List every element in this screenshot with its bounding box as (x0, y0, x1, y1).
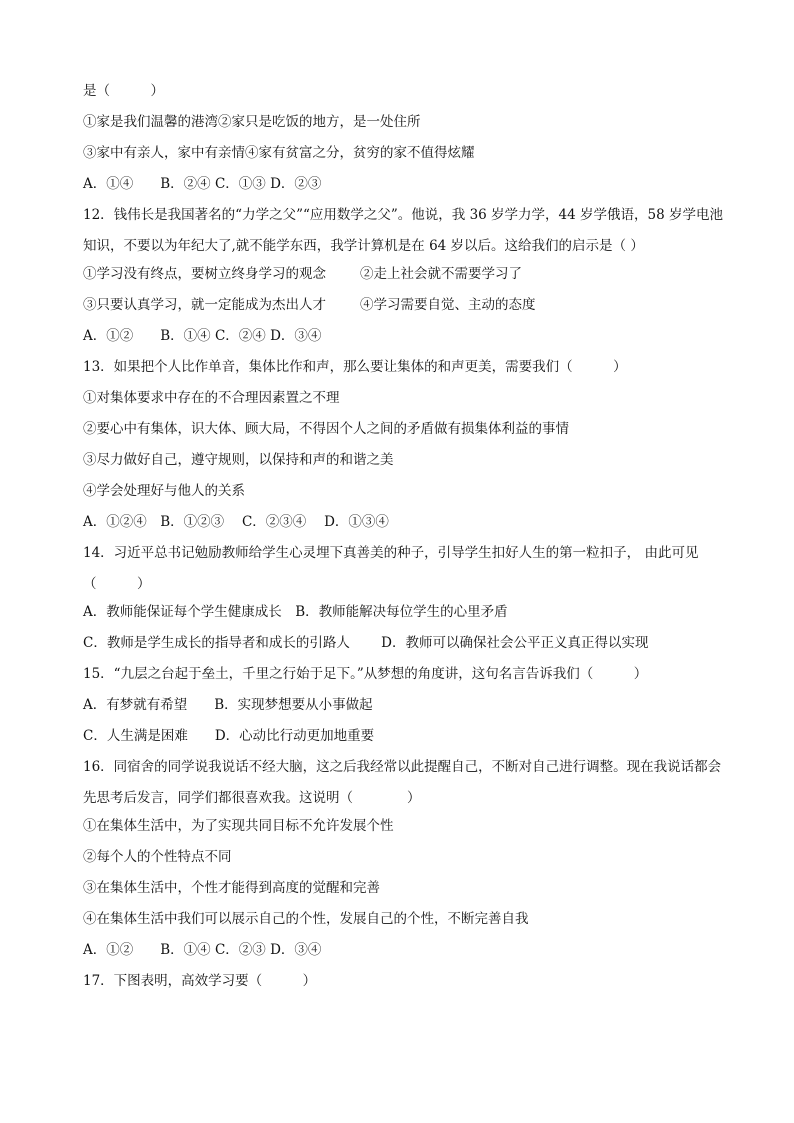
statement-line: ④在集体生活中我们可以展示自己的个性，发展自己的个性，不断完善自我 (83, 911, 529, 927)
question-stem: 14．习近平总书记勉励教师给学生心灵埋下真善美的种子，引导学生扣好人生的第一粒扣子， 由此可见（ ） (83, 545, 699, 592)
statement-line: ③在集体生活中，个性才能得到高度的觉醒和完善 (83, 880, 380, 896)
answer-choices: A．教师能保证每个学生健康成长 B．教师能解决每位学生的心里矛盾 (83, 604, 508, 620)
question-stem-tail: 是（ ） (83, 83, 164, 99)
question-12 (83, 200, 723, 355)
question-stem: 17．下图表明，高效学习要（ ） (83, 973, 317, 989)
statement-line: ②要心中有集体，识大体、顾大局，不得因个人之间的矛盾做有损集体利益的事情 (83, 421, 569, 437)
statement-4: ④学习需要自觉、主动的态度 (360, 297, 536, 313)
question-11-tail (83, 79, 723, 203)
answer-choices: C．人生满是困难 D．心动比行动更加地重要 (83, 728, 375, 744)
answer-choices: A．①④ B．②④ C．①③ D．②③ (83, 176, 322, 192)
question-stem: 16．同宿舍的同学说我说话不经大脑，这之后我经常以此提醒自己，不断对自己进行调整。现在我说话都会先思考后发言，同学们都很喜欢我。这说明（ ） (83, 759, 722, 806)
statement-line: ①家是我们温馨的港湾②家只是吃饭的地方，是一处住所 (83, 114, 421, 130)
question-17 (83, 969, 723, 1000)
answer-choices: A．①②④ B．①②③ C．②③④ D．①③④ (83, 514, 389, 530)
answer-choices: A．①② B．①④ C．②④ D．③④ (83, 328, 322, 344)
statement-1: ①学习没有终点，要树立终身学习的观念 (83, 266, 326, 282)
statement-line: ②每个人的个性特点不同 (83, 849, 232, 865)
answer-choices: A．有梦就有希望 B．实现梦想要从小事做起 (83, 697, 373, 713)
question-16 (83, 752, 723, 969)
statement-line: ④学会处理好与他人的关系 (83, 483, 245, 499)
question-14 (83, 538, 723, 662)
statement-line (83, 293, 723, 324)
answer-choices: A．①② B．①④ C．②③ D．③④ (83, 942, 322, 958)
statement-line: ③尽力做好自己，遵守规则，以保持和声的和谐之美 (83, 452, 394, 468)
statement-line: ③家中有亲人，家中有亲情④家有贫富之分，贫穷的家不值得炫耀 (83, 145, 475, 161)
statement-line (83, 262, 723, 293)
statement-3: ③只要认真学习，就一定能成为杰出人才 (83, 297, 326, 313)
question-15 (83, 662, 723, 755)
question-stem: 15．“九层之台起于垒土，千里之行始于足下。”从梦想的角度讲，这句名言告诉我们（ ） (83, 666, 648, 682)
question-13 (83, 355, 723, 541)
statement-line: ①对集体要求中存在的不合理因素置之不理 (83, 390, 340, 406)
statement-2: ②走上社会就不需要学习了 (360, 266, 522, 282)
question-list (83, 79, 723, 1000)
question-stem: 12．钱伟长是我国著名的“力学之父”“应用数学之父”。他说，我 36 岁学力学，44 岁学俄语，58 岁学电池知识，不要以为年纪大了,就不能学东西，我学计算机是在 64 岁以后。这给我们的启示是（ ） (83, 207, 723, 254)
answer-choices: C．教师是学生成长的指导者和成长的引路人 D．教师可以确保社会公平正义真正得以实现 (83, 635, 649, 651)
question-stem: 13．如果把个人比作单音，集体比作和声，那么要让集体的和声更美，需要我们（ ） (83, 359, 627, 375)
statement-line: ①在集体生活中，为了实现共同目标不允许发展个性 (83, 818, 394, 834)
